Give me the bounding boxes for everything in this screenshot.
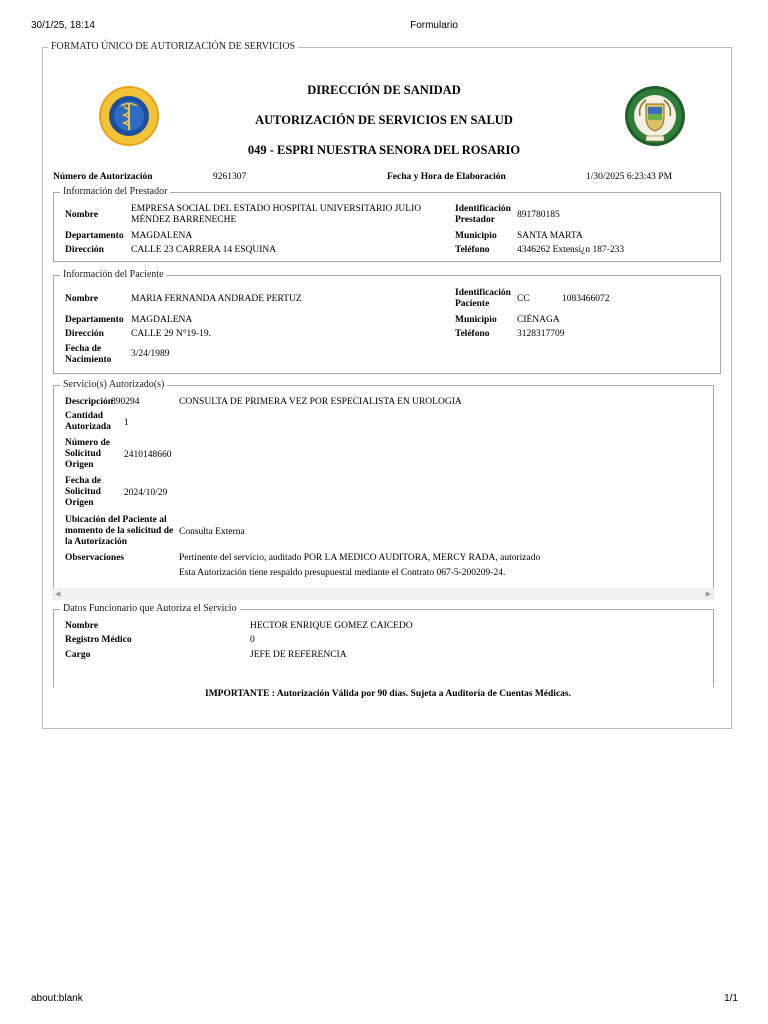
print-page-title: Formulario — [410, 20, 458, 31]
patient-phone-label: Teléfono — [455, 329, 490, 339]
observations-line-1: Pertinente del servicio, auditado POR LA MEDICO AUDITORA, MERCY RADA, autorizado — [179, 553, 541, 563]
elaboration-date-label: Fecha y Hora de Elaboración — [387, 172, 506, 182]
title-entity: 049 - ESPRI NUESTRA SENORA DEL ROSARIO — [247, 143, 521, 157]
patient-phone-value: 3128317709 — [517, 329, 565, 339]
patient-legend: Información del Paciente — [60, 269, 167, 281]
provider-id-value: 891780185 — [517, 210, 560, 220]
service-legend: Servicio(s) Autorizado(s) — [60, 379, 167, 391]
provider-address-value: CALLE 23 CARRERA 14 ESQUINA — [131, 245, 277, 255]
patient-dob-label: Fecha de Nacimiento — [65, 344, 112, 365]
medical-registry-value: 0 — [250, 635, 255, 645]
form-legend: FORMATO ÚNICO DE AUTORIZACIÓN DE SERVICIOS — [48, 41, 298, 53]
official-role-value: JEFE DE REFERENCIA — [250, 650, 347, 660]
provider-phone-label: Teléfono — [455, 245, 490, 255]
patient-location-label: Ubicación del Paciente al momento de la solicitud de la Autorización — [65, 515, 174, 547]
provider-phone-value: 4346262 Extensi¿n 187-233 — [517, 245, 625, 255]
service-description-value: CONSULTA DE PRIMERA VEZ POR ESPECIALISTA EN UROLOGIA — [179, 397, 462, 407]
provider-address-label: Dirección — [65, 245, 104, 255]
medical-registry-label: Registro Médico — [65, 635, 132, 645]
service-code: 890294 — [111, 397, 140, 407]
important-label: IMPORTANTE — [205, 689, 270, 699]
patient-municipality-label: Municipio — [455, 315, 497, 325]
provider-municipality-label: Municipio — [455, 231, 497, 241]
print-page-number: 1/1 — [724, 993, 738, 1004]
request-date-value: 2024/10/29 — [124, 488, 168, 498]
patient-id-label: Identificación Paciente — [455, 288, 511, 309]
service-description-label: Descripción — [65, 397, 114, 407]
scroll-left-icon[interactable]: ◀ — [55, 590, 61, 598]
request-number-label: Número de Solicitud Origen — [65, 438, 110, 470]
official-role-label: Cargo — [65, 650, 91, 660]
provider-legend: Información del Prestador — [60, 186, 170, 198]
patient-address-label: Dirección — [65, 329, 104, 339]
service-horizontal-scrollbar[interactable] — [52, 588, 714, 600]
patient-dob-value: 3/24/1989 — [131, 349, 170, 359]
request-date-label: Fecha de Solicitud Origen — [65, 476, 102, 508]
patient-address-value: CALLE 29 N°19-19. — [131, 329, 212, 339]
provider-id-label: Identificación Prestador — [455, 204, 511, 225]
official-name-value: HECTOR ENRIQUE GOMEZ CAICEDO — [250, 621, 413, 631]
patient-dept-value: MAGDALENA — [131, 315, 193, 325]
provider-dept-label: Departamento — [65, 231, 124, 241]
provider-name-value: EMPRESA SOCIAL DEL ESTADO HOSPITAL UNIVERSITARIO JULIO MÉNDEZ BARRENECHE — [131, 204, 422, 225]
patient-municipality-value: CIÉNAGA — [517, 315, 560, 325]
official-name-label: Nombre — [65, 621, 99, 631]
print-url: about:blank — [31, 993, 83, 1004]
scroll-right-icon[interactable]: ▶ — [705, 590, 711, 598]
observations-line-2: Esta Autorización tiene respaldo presupuestal mediante el Contrato 067-5-200209-24. — [179, 568, 506, 578]
authorized-quantity-label: Cantidad Autorizada — [65, 411, 111, 432]
request-number-value: 2410148660 — [124, 450, 172, 460]
provider-dept-value: MAGDALENA — [131, 231, 193, 241]
title-authorization: AUTORIZACIÓN DE SERVICIOS EN SALUD — [255, 113, 513, 127]
important-note — [0, 689, 768, 699]
patient-location-value: Consulta Externa — [179, 527, 245, 537]
provider-name-label: Nombre — [65, 210, 99, 220]
observations-label: Observaciones — [65, 553, 125, 563]
auth-number-label: Número de Autorización — [53, 172, 153, 182]
official-legend: Datos Funcionario que Autoriza el Servicio — [60, 603, 240, 615]
provider-municipality-value: SANTA MARTA — [517, 231, 583, 241]
patient-name-label: Nombre — [65, 294, 99, 304]
print-datetime: 30/1/25, 18:14 — [31, 20, 95, 31]
patient-dept-label: Departamento — [65, 315, 124, 325]
title-direction: DIRECCIÓN DE SANIDAD — [307, 83, 461, 97]
auth-number-value: 9261307 — [213, 172, 247, 182]
patient-name-value: MARIA FERNANDA ANDRADE PERTUZ — [131, 294, 302, 304]
authorized-quantity-value: 1 — [124, 418, 129, 428]
patient-id-type: CC — [517, 294, 530, 304]
important-text: : Autorización Válida por 90 días. Sujeta a Auditoría de Cuentas Médicas. — [269, 689, 571, 699]
elaboration-date-value: 1/30/2025 6:23:43 PM — [586, 172, 673, 182]
print-header — [0, 20, 768, 34]
patient-id-value: 1083466072 — [562, 294, 610, 304]
